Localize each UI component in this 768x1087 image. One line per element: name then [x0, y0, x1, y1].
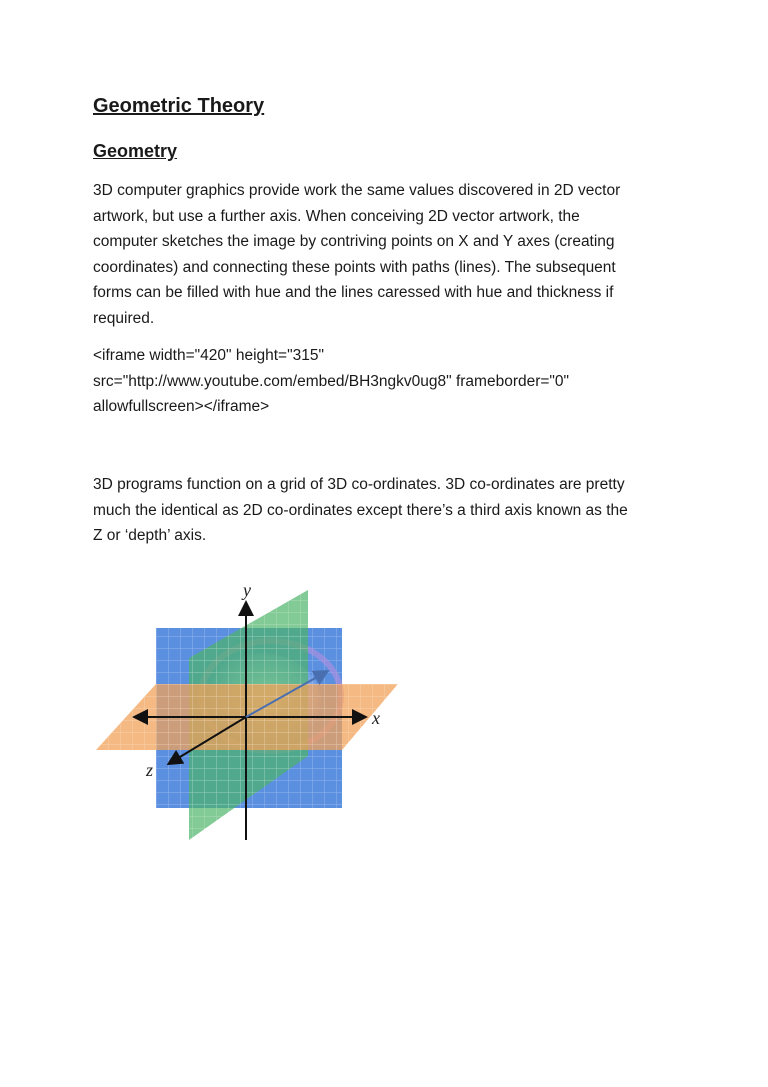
- document-title: Geometric Theory: [93, 95, 265, 117]
- 3d-axes-figure: [96, 576, 402, 844]
- paragraph-line: artwork, but use a further axis. When conceiving 2D vector artwork, the: [93, 207, 580, 225]
- paragraph-line: computer sketches the image by contriving points on X and Y axes (creating: [93, 233, 615, 250]
- paragraph-line: <iframe width="420" height="315": [93, 347, 324, 364]
- paragraph-line: 3D computer graphics provide work the same values discovered in 2D vector: [93, 182, 621, 199]
- paragraph-coordinates: [93, 472, 683, 549]
- x-axis-label: x: [372, 708, 380, 728]
- paragraph-line: allowfullscreen></iframe>: [93, 398, 270, 415]
- paragraph-iframe-code: [93, 343, 683, 420]
- section-heading: Geometry: [93, 141, 178, 161]
- paragraph-line: required.: [93, 309, 155, 327]
- y-axis-label: y: [243, 580, 251, 600]
- 3d-axes-illustration: [96, 576, 402, 844]
- paragraph-line: Z or ‘depth’ axis.: [93, 527, 207, 544]
- paragraph-intro: [93, 178, 683, 331]
- paragraph-line: forms can be filled with hue and the lines caressed with hue and thickness if: [93, 284, 614, 301]
- z-axis-label: z: [146, 760, 154, 780]
- paragraph-line: src="http://www.youtube.com/embed/BH3ngkv0ug8" frameborder="0": [93, 372, 570, 390]
- paragraph-line: coordinates) and connecting these points with paths (lines). The subsequent: [93, 258, 616, 276]
- paragraph-line: 3D programs function on a grid of 3D co-ordinates. 3D co-ordinates are pretty: [93, 476, 625, 493]
- paragraph-line: much the identical as 2D co-ordinates except there’s a third axis known as the: [93, 501, 628, 519]
